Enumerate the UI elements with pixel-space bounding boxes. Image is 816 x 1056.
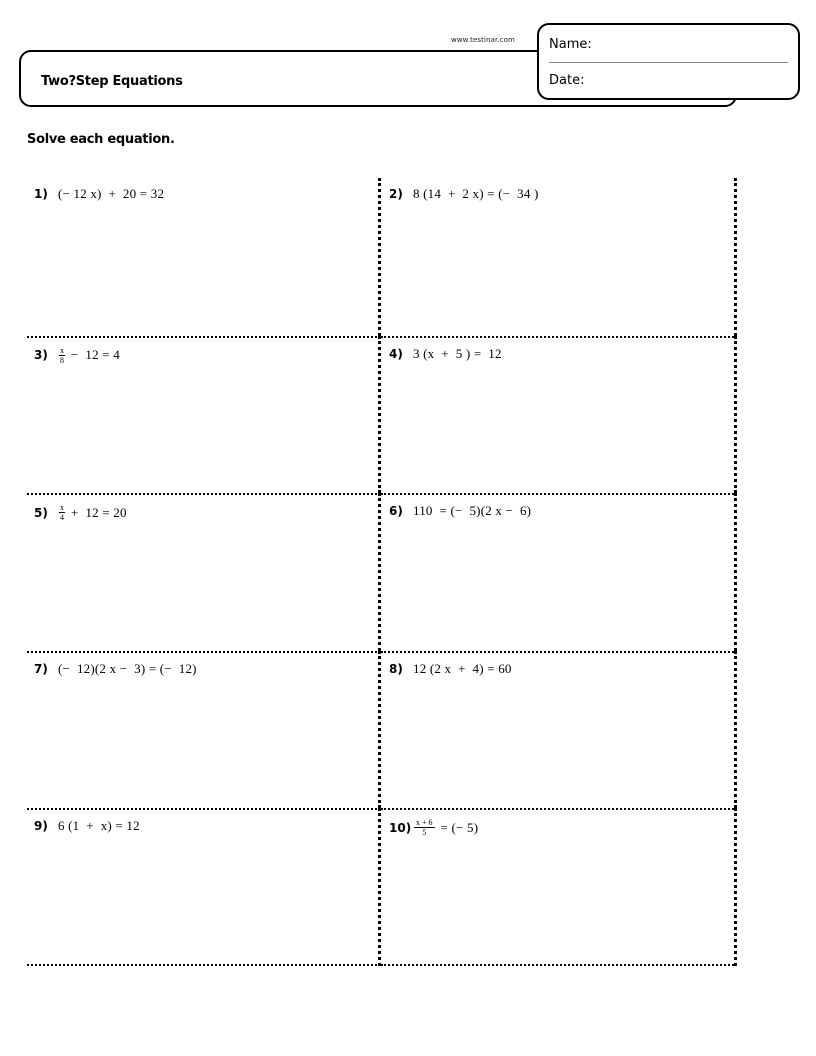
problem-row [27,808,737,966]
name-date-box [537,23,800,100]
fraction [414,818,435,837]
fraction-denominator: 8 [60,355,64,365]
problem-number: 4) [389,346,403,361]
problem-number: 8) [389,661,403,676]
name-divider [549,62,788,63]
problem-cell-5 [27,493,381,651]
fraction-numerator: x + 6 [416,818,433,828]
problem-cell-8 [381,651,737,809]
name-label: Name: [549,37,592,52]
problem-number: 9) [34,819,48,834]
problem-number: 3) [34,348,48,363]
date-label: Date: [549,73,585,88]
problem-cell-7 [27,651,381,809]
problem-cell-3 [27,336,381,494]
problem-1 [34,186,164,202]
problem-10 [389,818,478,837]
problem-number: 1) [34,187,48,201]
problem-6 [389,503,531,519]
equation: + 12 = 20 [71,504,127,520]
worksheet-title: Two?Step Equations [41,74,183,89]
fraction-denominator: 4 [60,513,64,523]
problem-row [27,493,737,651]
equation: (− 12)(2 x − 3) = (− 12) [58,660,197,676]
problem-cell-9 [27,808,381,966]
equation: 110 = (− 5)(2 x − 6) [413,503,532,519]
equation: 6 (1 + x) = 12 [58,818,140,834]
problem-number: 2) [389,187,403,201]
equation: 8 (14 + 2 x) = (− 34 ) [413,186,539,201]
site-url: www.testinar.com [451,36,515,44]
equation: 3 (x + 5 ) = 12 [413,345,502,361]
problem-7 [34,661,197,677]
fraction-numerator: x [60,345,64,355]
fraction [59,503,65,522]
problem-3 [34,346,120,365]
problem-row [27,178,737,336]
problem-row [27,336,737,494]
problem-5 [34,503,127,522]
problem-9 [34,818,140,834]
fraction-denominator: 5 [422,828,427,838]
problem-4 [389,346,502,362]
fraction-numerator: x [60,503,64,513]
problem-number: 10) [389,820,412,835]
problem-cell-2 [381,178,737,336]
problem-grid [27,178,737,966]
problem-number: 7) [34,661,48,676]
problem-number: 5) [34,505,48,520]
fraction [59,346,65,365]
problem-row [27,651,737,809]
problem-2 [389,186,539,202]
problem-cell-4 [381,336,737,494]
equation: = (− 5) [440,819,479,835]
equation: 12 (2 x + 4) = 60 [413,660,512,676]
equation: (− 12 x) + 20 = 32 [58,186,165,201]
problem-cell-6 [381,493,737,651]
problem-cell-1 [27,178,381,336]
problem-cell-10 [381,808,737,966]
equation: − 12 = 4 [71,347,120,363]
problem-number: 6) [389,504,403,519]
instructions: Solve each equation. [27,132,175,147]
problem-8 [389,661,512,677]
